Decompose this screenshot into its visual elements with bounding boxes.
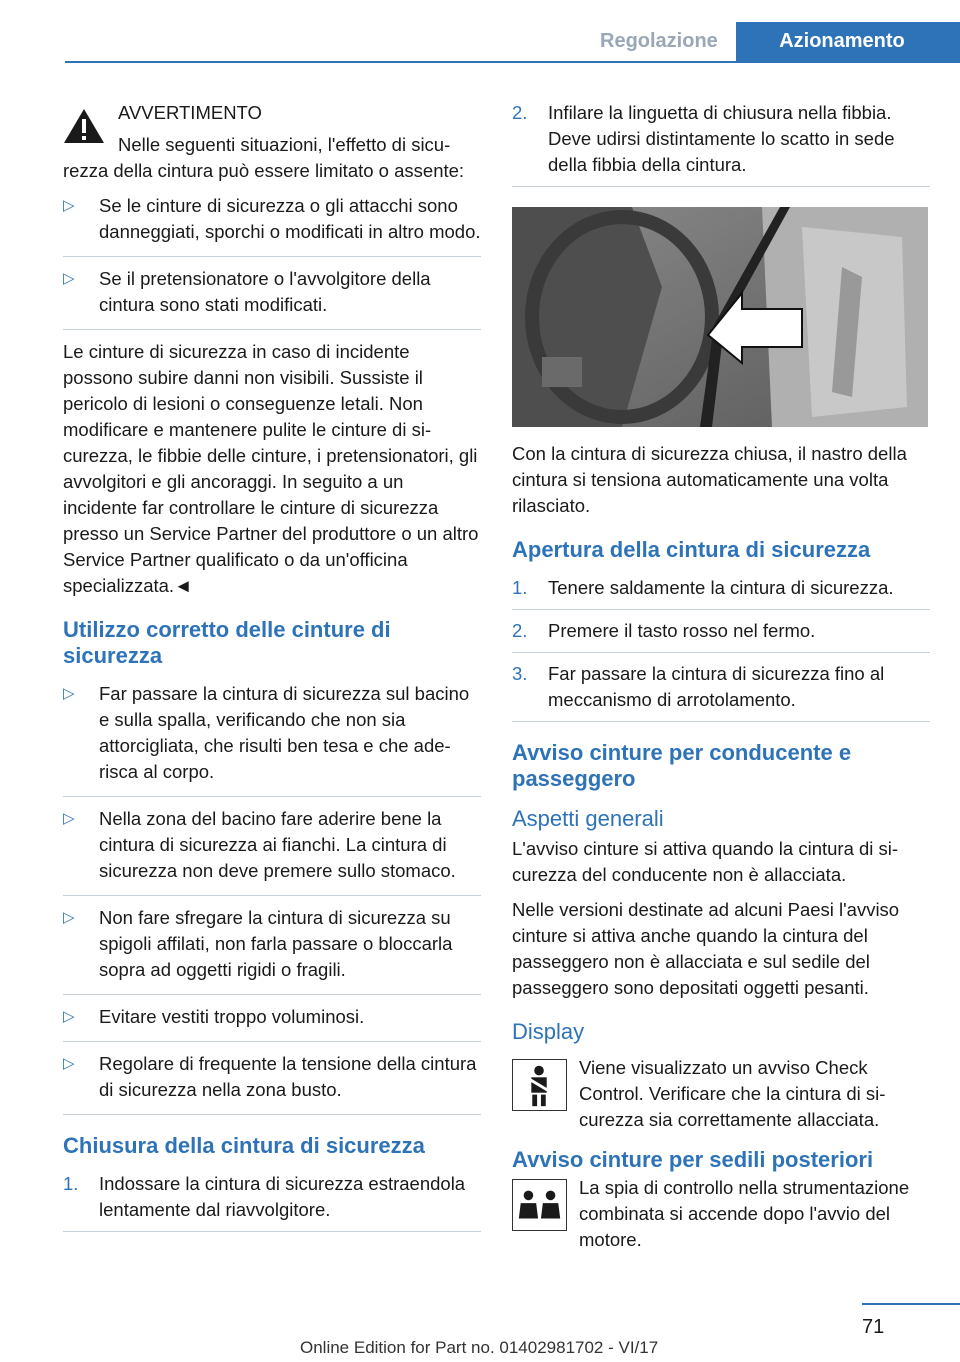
warning-list xyxy=(63,193,481,330)
list-item: ▷ Evitare vestiti troppo voluminosi. xyxy=(63,1004,481,1042)
tab-azionamento[interactable]: Azionamento xyxy=(736,22,960,61)
heading-correct-use: Utilizzo corretto delle cinture di sicurezza xyxy=(63,617,391,668)
close-steps-left xyxy=(63,1171,481,1232)
general-paragraph-2: Nelle versioni destinate ad alcuni Paesi l'avviso cinture si attiva anche quando la cintura del passeggero non è allacciata e sul sedile del passeggero sono depositati oggetti pesanti. xyxy=(512,899,900,998)
display-text: Viene visualizzato un avviso Check Control. Verificare che la cintura di sicurezza sia correttamente allacciata. xyxy=(579,1057,886,1130)
warning-block xyxy=(63,100,481,184)
list-item: 1. Tenere saldamente la cintura di sicurezza. xyxy=(512,575,930,610)
warning-followup: Le cinture di sicurezza in caso di incidente possono subire danni non visibili. Sussiste il pericolo di lesioni o conseguenze letali. Non modificare e mantenere pulite le cinture di sicurezza, le fibbie delle cinture, i pretensionatori, gli avvolgitori e gli ancoraggi. In seguito a un incidente far controllare le cinture di sicurezza presso un Service Partner del produttore o un altro Service Partner qualificato o da un'officina specializzata.◄ xyxy=(63,341,479,596)
subheading-general: Aspetti generali xyxy=(512,806,664,831)
bullet-triangle-icon: ▷ xyxy=(63,197,75,214)
seatbelt-photo xyxy=(512,207,928,427)
heading-belt-warning: Avviso cinture per conducente e passeggero xyxy=(512,740,852,791)
list-item: 2. Infilare la linguetta di chiusura nella fibbia. Deve udirsi distintamente lo scatto in sede della fibbia della cintura. xyxy=(512,100,930,187)
rear-seatbelt-icon xyxy=(512,1179,567,1231)
use-list xyxy=(63,681,481,1115)
rear-block xyxy=(512,1175,930,1253)
footer-edition: Online Edition for Part no. 01402981702 - VI/17 xyxy=(300,1338,659,1357)
list-item: ▷ Regolare di frequente la tensione della cintura di sicurezza nella zona busto. xyxy=(63,1051,481,1115)
header-rule xyxy=(65,61,960,63)
heading-rear-seats: Avviso cinture per sedili posteriori xyxy=(512,1147,874,1172)
bullet-triangle-icon: ▷ xyxy=(63,1055,75,1072)
footer-rule xyxy=(862,1303,960,1305)
list-item: 2. Premere il tasto rosso nel fermo. xyxy=(512,618,930,653)
tab-regolazione[interactable]: Regolazione xyxy=(600,30,718,52)
bullet-triangle-icon: ▷ xyxy=(63,909,75,926)
display-block xyxy=(512,1055,930,1133)
rear-text: La spia di controllo nella strumentazione combinata si accende dopo l'avvio del motore. xyxy=(579,1177,910,1250)
list-item: ▷ Non fare sfregare la cintura di sicurezza su spigoli affilati, non farla passare o bloccarla sopra ad oggetti rigidi o fragili. xyxy=(63,905,481,995)
warning-title: AVVERTIMENTO xyxy=(118,102,262,123)
list-item: ▷ Se le cinture di sicurezza o gli attacchi sono danneggiati, sporchi o modificati in altro modo. xyxy=(63,193,481,257)
page-number: 71 xyxy=(862,1316,885,1338)
bullet-triangle-icon: ▷ xyxy=(63,685,75,702)
seatbelt-warning-icon xyxy=(512,1059,567,1111)
bullet-triangle-icon: ▷ xyxy=(63,270,75,287)
list-item: ▷ Far passare la cintura di sicurezza sul bacino e sulla spalla, verificando che non sia attorcigliata, che risulti ben tesa e che aderisca al corpo. xyxy=(63,681,481,797)
list-item: 1. Indossare la cintura di sicurezza estraendola lentamente dal riavvolgitore. xyxy=(63,1171,481,1232)
left-column xyxy=(63,100,481,1240)
warning-text: Nelle seguenti situazioni, l'effetto di sicurezza della cintura può essere limitato o assente: xyxy=(63,134,465,181)
list-item: 3. Far passare la cintura di sicurezza fino al meccanismo di arrotolamento. xyxy=(512,661,930,722)
open-steps xyxy=(512,575,930,722)
warning-triangle-icon xyxy=(63,108,105,144)
close-steps-right xyxy=(512,100,930,187)
general-paragraph-1: L'avviso cinture si attiva quando la cintura di sicurezza del conducente non è allacciata. xyxy=(512,838,899,885)
bullet-triangle-icon: ▷ xyxy=(63,1008,75,1025)
after-photo-text: Con la cintura di sicurezza chiusa, il nastro della cintura si tensiona automaticamente una volta rilasciato. xyxy=(512,443,907,516)
heading-opening: Apertura della cintura di sicurezza xyxy=(512,537,871,562)
heading-closing: Chiusura della cintura di sicurezza xyxy=(63,1133,425,1158)
bullet-triangle-icon: ▷ xyxy=(63,810,75,827)
list-item: ▷ Se il pretensionatore o l'avvolgitore della cintura sono stati modificati. xyxy=(63,266,481,330)
subheading-display: Display xyxy=(512,1019,585,1044)
list-item: ▷ Nella zona del bacino fare aderire bene la cintura di sicurezza ai fianchi. La cintura di sicurezza non deve premere sullo stomaco. xyxy=(63,806,481,896)
right-column xyxy=(512,100,930,1267)
